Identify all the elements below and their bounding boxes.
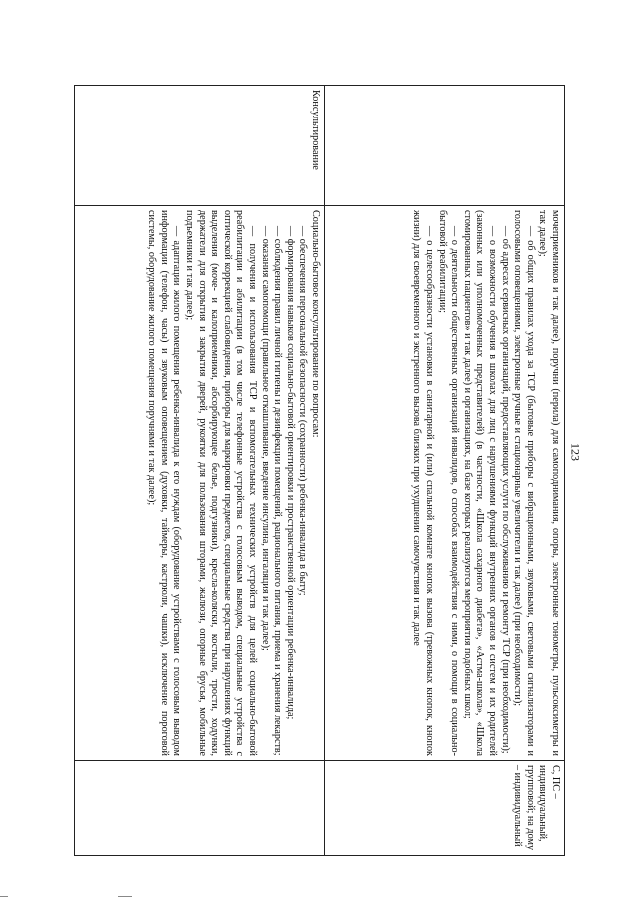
content-line: — соблюдения правил личной гигиены и дезинфекции помещений, рационального питания, приема и хранения лекарств; <box>272 226 284 756</box>
form-cell: С, ПС – индивидуальный, групповой; на дому – индивидуальный <box>325 761 565 856</box>
content-line: Социально-бытовое консультирование по вопросам: <box>310 210 321 438</box>
content-line: мочеприемников и так далее), поручни (перила) для самоподнимания, опоры, электронные тонометры, пульсоксиметры и так далее); <box>537 210 561 756</box>
content-line: — формирования навыков социально-бытовой ориентировки и пространственной ориентации ребенка-инвалида; <box>284 226 296 720</box>
content-cell <box>75 206 325 761</box>
content-line: — получения и использования ТСР и вспомогательных технических устройств для целей социально-бытовой реабилитации и абилитации (в том числе телефонные устройства с голосовым выводом, специальные устройства с оптической коррекцией слабовидения, приборы для маркировки предметов, специальные средства при нарушениях функций выделения (моче- и калоприемники, абсорбирующее белье, подгузники), кресла-коляски, костыли, трости, ходунки, держатели для открытия и закрытия дверей, рукоятки для пользования шторами, жалюзи, опорные брусья, мобильные подъемники и так далее); <box>184 210 259 756</box>
content-line: — об адресах сервисных организаций, предоставляющих услуги по обслуживанию и ремонту ТСР (при необходимости); <box>499 226 511 754</box>
table-row <box>325 86 565 856</box>
content-line: — адаптации жилого помещения ребенка-инвалида к его нуждам (оборудование устройствами с голосовым выводом информации (телефон, часы) и звуковым оповещением (духовки, таймеры, кастрюли, чашки), исключение пороговой системы, оборудование жилого помещения поручнями и так далее); <box>146 210 183 756</box>
service-cell <box>325 86 565 206</box>
content-line: — об общих правилах ухода за ТСР (бытовые приборы с вибрационными, звуковыми, световыми сигнализаторами и голосовыми оповещениями, электронные ручные и стационарные увеличители и так далее) (при необходимости); <box>512 210 536 756</box>
page-number: 123 <box>568 443 583 461</box>
service-cell: Консультирование <box>75 86 325 206</box>
content-line: — о деятельности общественных организаций инвалидов, о способах взаимодействия с ними, о помощи в социально-бытовой реабилитации; <box>436 210 461 756</box>
content-cell <box>325 206 565 761</box>
content-line: — о целесообразности установки в санитарной и (или) спальной комнате кнопок вызова (тревожных кнопок, кнопок жизни) для своевременного и экстренного вызова близких при ухудшении самочувствия и так далее <box>411 210 436 756</box>
scan-artifact-line <box>118 896 132 897</box>
content-line: — о возможности обучения в школах для лиц с нарушениями функций внутренних органов и систем и их родителей (законных или уполномоченных представителей) (в частности, «Школа сахарного диабета», «Астма-школа», «Школа стомированных пациентов» и так далее) и организациях, на базе которых реализуются мероприятия подобных школ; <box>461 210 499 756</box>
rotated-table-container <box>75 85 565 855</box>
scan-artifact-line <box>0 896 8 897</box>
content-line: — обеспечения персональной безопасности (сохранности) ребенка-инвалида в быту; <box>297 226 309 596</box>
form-cell <box>75 761 325 856</box>
document-table <box>74 85 565 856</box>
content-line: — оказания самопомощи (правильное откашливание, введение инсулина, ингаляция и так далее); <box>259 226 271 651</box>
table-row <box>75 86 325 856</box>
